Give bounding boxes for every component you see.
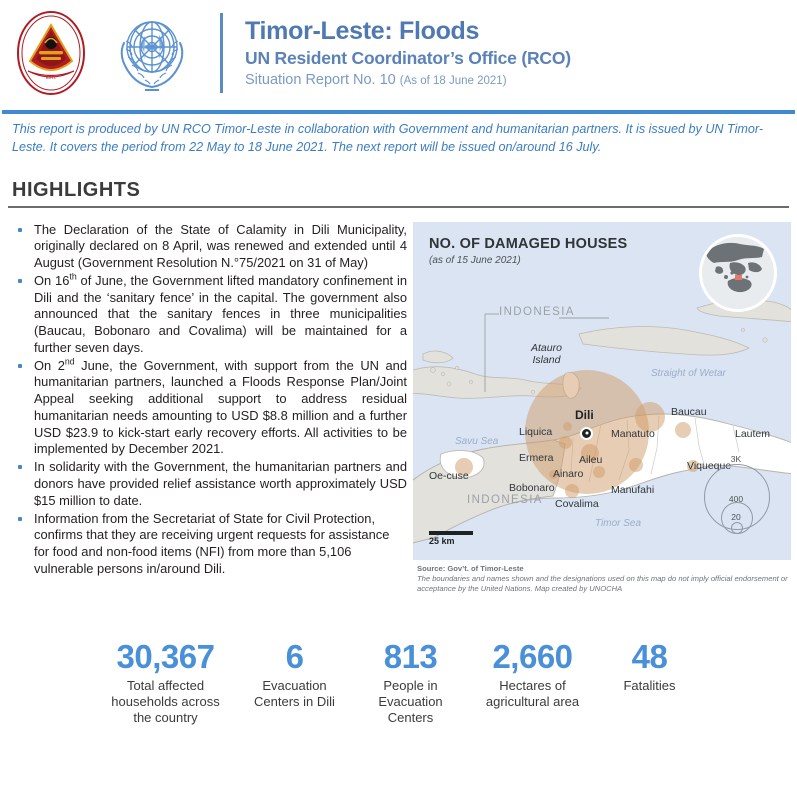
highlights-heading: HIGHLIGHTS — [12, 178, 141, 201]
legend-label-20: 20 — [731, 511, 741, 522]
page-subtitle: UN Resident Coordinator’s Office (RCO) — [245, 47, 571, 68]
globe-locator-inset — [699, 234, 777, 312]
report-header — [0, 0, 797, 104]
list-item — [6, 511, 413, 578]
stat-total-affected-households — [106, 640, 226, 726]
map-scale-bar — [429, 531, 473, 546]
united-nations-emblem-icon — [112, 11, 192, 95]
stat-people-in-evacuation-centers — [364, 640, 458, 726]
list-item — [6, 459, 413, 509]
report-number: Situation Report No. 10 — [245, 71, 396, 88]
stat-label: Fatalities — [623, 678, 676, 694]
list-item — [6, 273, 413, 357]
list-item — [6, 222, 413, 272]
map-label-dili: Dili — [575, 407, 594, 422]
highlight-text-3: On 2nd June, the Government, with support from the UN and humanitarian partners, launched a Floods Response Plan/Joint Appeal seeking additional support to address residual humanitarian needs amounting to USD $8.8 million and a further USD $23.9 to kick-start early recovery efforts. All activities to be implemented by December 2021. — [34, 356, 407, 457]
stat-value: 30,367 — [116, 638, 215, 676]
highlights-list — [6, 222, 413, 578]
header-vertical-divider — [220, 13, 223, 93]
intro-paragraph: This report is produced by UN RCO Timor-Leste in collaboration with Government and humanitarian partners. It is issued by UN Timor-Leste. It covers the period from 22 May to 18 June 2021. The next report will be issued on/around 16 July. — [12, 122, 764, 155]
stat-label: Total affected households across the country — [111, 678, 220, 726]
map-label-manufahi: Manufahi — [611, 483, 655, 496]
bubble-liquica — [563, 422, 572, 431]
stat-value: 813 — [383, 638, 438, 676]
scale-bar-label: 25 km — [429, 535, 455, 546]
report-number-line — [245, 72, 571, 89]
map-label-ermera: Ermera — [519, 451, 554, 464]
map-column — [413, 222, 791, 595]
stat-hectares-agricultural-area — [484, 640, 582, 710]
highlight-text-4: In solidarity with the Government, the humanitarian partners and donors have provided relief assistance worth approximately USD $15 million to date. — [34, 459, 407, 508]
map-label-ainaro: Ainaro — [553, 467, 584, 480]
legend-circle-20 — [731, 522, 743, 534]
stat-label: Evacuation Centers in Dili — [254, 678, 335, 710]
map-canvas — [413, 222, 791, 560]
timor-leste-coat-of-arms-icon — [14, 9, 88, 97]
damaged-houses-map — [413, 222, 791, 595]
map-label-lautem: Lautem — [735, 427, 771, 440]
map-source-lead: Source: Gov’t. of Timor-Leste — [417, 563, 524, 573]
map-source-block — [413, 560, 791, 595]
highlight-text-1: The Declaration of the State of Calamity in Dili Municipality, originally declared on 8 April, was renewed and extended until 4 August (Government Resolution N.°75/2021 on 31 of May) — [34, 221, 407, 271]
capital-marker-icon — [580, 427, 593, 440]
map-legend — [697, 454, 775, 538]
map-label-savu-sea: Savu Sea — [455, 435, 499, 447]
map-label-timor-sea: Timor Sea — [595, 517, 642, 529]
map-label-straight-of-wetar: Straight of Wetar — [651, 367, 726, 379]
stat-fatalities — [608, 640, 692, 694]
highlights-section-header — [0, 179, 797, 208]
stat-value: 48 — [631, 638, 668, 676]
bubble-ainaro — [593, 466, 605, 478]
svg-text:RDTL: RDTL — [45, 75, 57, 80]
scale-bar-line — [429, 531, 473, 535]
map-subtitle: (as of 15 June 2021) — [429, 254, 521, 266]
map-label-bobonaro: Bobonaro — [509, 481, 555, 494]
key-figures-row — [0, 640, 797, 726]
stat-evacuation-centers-dili — [252, 640, 338, 710]
header-text-block — [245, 17, 571, 89]
content-columns — [0, 222, 797, 595]
bubble-baucau — [675, 422, 691, 438]
report-asof-date: (As of 18 June 2021) — [399, 74, 507, 87]
highlight-text-2: On 16th of June, the Government lifted mandatory confinement in Dili and the ‘sanitary fence’ in the capital. The government also announced that the sanitary fences in three municipalities (Baucau, Bobonaro and Covalima) will be maintained for a further seven days. — [34, 271, 407, 355]
stat-label: Hectares of agricultural area — [485, 678, 580, 710]
map-label-oecusse: Oe-cuse — [429, 469, 469, 482]
map-label-indonesia-north: INDONESIA — [499, 305, 575, 318]
stat-value: 2,660 — [492, 638, 573, 676]
highlights-column — [0, 222, 413, 579]
map-label-atauro-island: Atauro Island — [531, 341, 562, 366]
map-label-viqueque: Viqueque — [687, 459, 732, 472]
bubble-covalima — [565, 484, 579, 498]
bubble-ermera — [559, 436, 572, 449]
highlights-rule — [8, 206, 789, 208]
map-disclaimer: The boundaries and names shown and the designations used on this map do not imply official endorsement or acceptance by the United Nations. Map created by UNOCHA — [417, 573, 788, 593]
map-label-covalima: Covalima — [555, 497, 599, 510]
map-title: NO. OF DAMAGED HOUSES — [429, 235, 628, 252]
map-label-liquica: Liquica — [519, 425, 553, 438]
map-label-indonesia-south: INDONESIA — [467, 493, 543, 506]
stat-value: 6 — [285, 638, 304, 676]
map-label-baucau: Baucau — [671, 405, 707, 418]
legend-label-3k: 3K — [730, 453, 742, 464]
highlight-text-5: Information from the Secretariat of State for Civil Protection, confirms that they are receiving urgent requests for assistance for food and non-food items (NFI) from more than 5,106 vulnerable persons in/around Dili. — [34, 510, 390, 576]
stat-label: People in Evacuation Centers — [378, 678, 443, 726]
bubble-manufahi — [629, 458, 643, 472]
map-label-manatuto: Manatuto — [611, 427, 655, 440]
page-title: Timor-Leste: Floods — [245, 16, 480, 45]
list-item — [6, 358, 413, 459]
legend-label-400: 400 — [728, 493, 744, 504]
map-label-aileu: Aileu — [579, 453, 603, 466]
